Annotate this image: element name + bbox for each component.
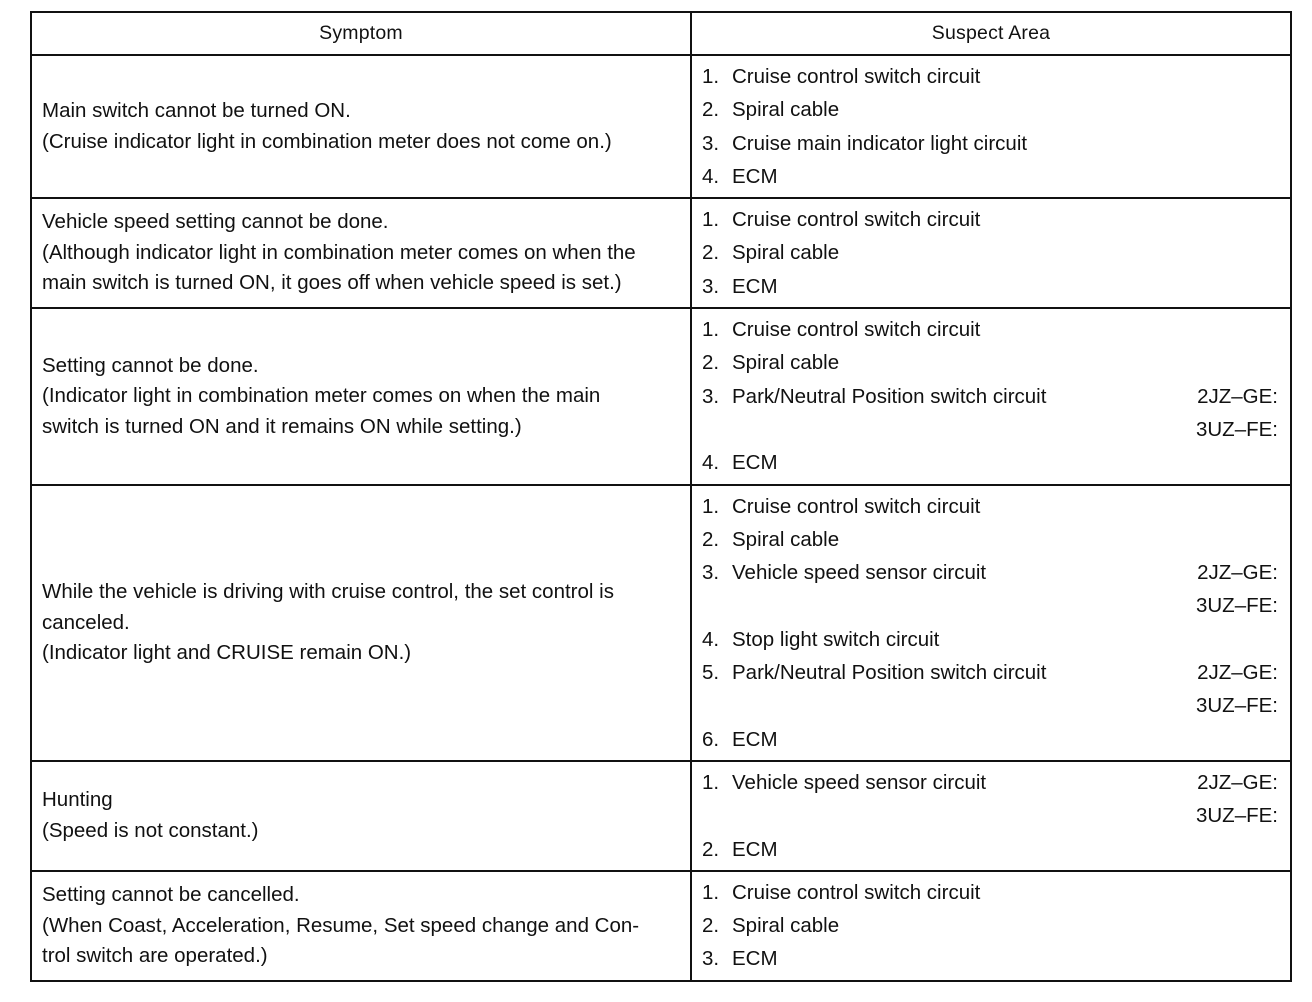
suspect-item-number: 4. — [702, 451, 720, 475]
engine-codes — [1196, 766, 1278, 833]
table-row — [31, 761, 1291, 871]
suspect-item — [702, 909, 1278, 942]
engine-code: 3UZ–FE: — [1195, 694, 1278, 718]
suspect-item-number: 4. — [702, 164, 720, 188]
suspect-item — [702, 203, 1278, 236]
suspect-item-number: 2. — [702, 527, 720, 551]
suspect-item-number: 1. — [702, 770, 720, 794]
table-body — [31, 55, 1291, 981]
suspect-item-number: 4. — [702, 627, 720, 651]
symptom-text-line: While the vehicle is driving with cruise control, the set control is — [42, 580, 614, 603]
suspect-item-label: Cruise control switch circuit — [732, 208, 981, 232]
suspect-item-number: 2. — [702, 98, 720, 122]
suspect-item-label: Spiral cable — [732, 527, 840, 551]
symptom-text-line: Hunting — [42, 788, 113, 812]
symptom-text-line: Main switch cannot be turned ON. — [42, 99, 351, 123]
suspect-item — [702, 876, 1278, 909]
symptom-text-line: Setting cannot be done. — [42, 353, 259, 377]
suspect-item — [702, 93, 1278, 126]
engine-code: 3UZ–FE: — [1195, 594, 1278, 618]
symptom-text-line: (Although indicator light in combination meter comes on when the — [42, 240, 636, 264]
suspect-item-label: Spiral cable — [732, 914, 840, 938]
suspect-area-header: Suspect Area — [691, 12, 1291, 55]
suspect-item — [702, 723, 1278, 756]
symptom-cell — [31, 485, 691, 761]
engine-code: 2JZ–GE: — [1197, 384, 1278, 408]
table-row — [31, 308, 1291, 484]
symptom-text-line: (Cruise indicator light in combination meter does not come on.) — [42, 129, 612, 153]
suspect-item-number: 1. — [702, 880, 720, 904]
suspect-item-number: 3. — [702, 274, 720, 298]
suspect-item — [702, 446, 1278, 479]
suspect-item-label: ECM — [732, 164, 778, 188]
header-row — [31, 12, 1291, 55]
suspect-item — [702, 656, 1278, 723]
suspect-item-label: Stop light switch circuit — [732, 627, 940, 651]
suspect-item-label: ECM — [732, 837, 778, 861]
suspect-item-number: 2. — [702, 914, 720, 938]
suspect-item-number: 1. — [702, 494, 720, 518]
suspect-area-cell — [691, 871, 1291, 981]
suspect-item — [702, 160, 1278, 193]
suspect-item — [702, 380, 1278, 447]
table-row — [31, 55, 1291, 198]
engine-code: 2JZ–GE: — [1197, 561, 1278, 585]
suspect-area-cell — [691, 761, 1291, 871]
suspect-item-label: Cruise main indicator light circuit — [732, 131, 1028, 155]
symptom-header: Symptom — [31, 12, 691, 55]
suspect-item-number: 2. — [702, 241, 720, 265]
suspect-item — [702, 236, 1278, 269]
suspect-item-label: Park/Neutral Position switch circuit — [732, 384, 1047, 408]
symptom-cell — [31, 55, 691, 198]
suspect-item-number: 1. — [702, 318, 720, 342]
table-row — [31, 198, 1291, 308]
suspect-item-label: Spiral cable — [732, 98, 840, 122]
engine-codes — [1196, 380, 1278, 447]
suspect-area-cell — [691, 485, 1291, 761]
symptom-text-line: canceled. — [42, 610, 130, 634]
suspect-item-label: Cruise control switch circuit — [732, 494, 981, 518]
suspect-item — [702, 313, 1278, 346]
suspect-item — [702, 766, 1278, 833]
suspect-item — [702, 623, 1278, 656]
engine-code: 3UZ–FE: — [1195, 804, 1278, 828]
suspect-item-label: ECM — [732, 727, 778, 751]
symptom-cell — [31, 198, 691, 308]
symptom-text-line: (Speed is not constant.) — [42, 818, 259, 842]
suspect-item-number: 3. — [702, 561, 720, 585]
troubleshooting-table — [30, 11, 1292, 982]
symptom-text-line: (When Coast, Acceleration, Resume, Set speed change and Con- — [42, 913, 640, 937]
suspect-item-label: Spiral cable — [732, 241, 840, 265]
suspect-item-number: 3. — [702, 947, 720, 971]
suspect-item-label: Cruise control switch circuit — [732, 65, 981, 88]
suspect-item-number: 1. — [702, 65, 720, 88]
symptom-cell — [31, 761, 691, 871]
engine-code: 3UZ–FE: — [1195, 417, 1278, 441]
suspect-item-number: 1. — [702, 208, 720, 232]
suspect-item-label: Spiral cable — [732, 351, 840, 375]
suspect-item — [702, 556, 1278, 623]
engine-code: 2JZ–GE: — [1197, 770, 1278, 794]
engine-codes — [1196, 556, 1278, 623]
suspect-item-label: Vehicle speed sensor circuit — [732, 770, 987, 794]
symptom-text-line: trol switch are operated.) — [42, 944, 268, 968]
suspect-item — [702, 942, 1278, 975]
suspect-item-label: ECM — [732, 274, 778, 298]
suspect-item-label: Cruise control switch circuit — [732, 880, 981, 904]
suspect-item-number: 6. — [702, 727, 720, 751]
suspect-item-number: 3. — [702, 384, 720, 408]
suspect-area-cell — [691, 198, 1291, 308]
suspect-item-label: ECM — [732, 451, 778, 475]
symptom-text-line: switch is turned ON and it remains ON while setting.) — [42, 414, 522, 438]
suspect-item — [702, 127, 1278, 160]
symptom-text-line: main switch is turned ON, it goes off when vehicle speed is set.) — [42, 271, 622, 295]
table-row — [31, 871, 1291, 981]
symptom-cell — [31, 871, 691, 981]
suspect-item — [702, 346, 1278, 379]
suspect-item — [702, 60, 1278, 93]
suspect-item-label: ECM — [732, 947, 778, 971]
suspect-area-cell — [691, 55, 1291, 198]
suspect-area-cell — [691, 308, 1291, 484]
suspect-item-label: Vehicle speed sensor circuit — [732, 561, 987, 585]
symptom-text-line: (Indicator light in combination meter comes on when the main — [42, 384, 601, 408]
suspect-item-number: 5. — [702, 661, 720, 685]
table-row — [31, 485, 1291, 761]
suspect-item — [702, 523, 1278, 556]
suspect-item-label: Park/Neutral Position switch circuit — [732, 661, 1047, 685]
engine-code: 2JZ–GE: — [1197, 661, 1278, 685]
symptom-cell — [31, 308, 691, 484]
suspect-item — [702, 270, 1278, 303]
suspect-item-number: 2. — [702, 837, 720, 861]
suspect-item-label: Cruise control switch circuit — [732, 318, 981, 342]
symptom-text-line: Vehicle speed setting cannot be done. — [42, 210, 389, 234]
suspect-item — [702, 490, 1278, 523]
suspect-item-number: 2. — [702, 351, 720, 375]
symptom-text-line: Setting cannot be cancelled. — [42, 883, 300, 907]
symptom-text-line: (Indicator light and CRUISE remain ON.) — [42, 641, 412, 664]
suspect-item-number: 3. — [702, 131, 720, 155]
suspect-item — [702, 833, 1278, 866]
engine-codes — [1196, 656, 1278, 723]
